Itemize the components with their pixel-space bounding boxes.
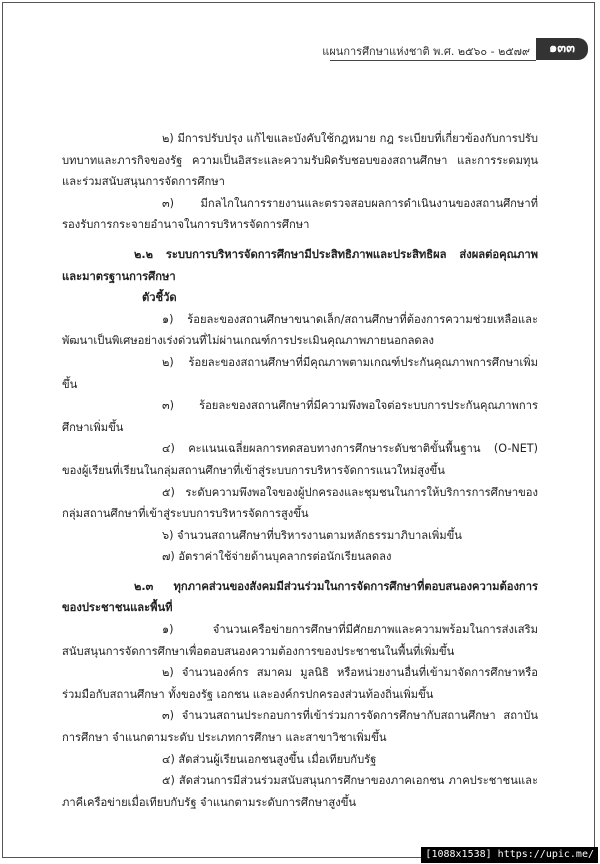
page-header bbox=[322, 38, 588, 60]
document-body bbox=[62, 128, 538, 813]
indicator-label: ตัวชี้วัด bbox=[142, 291, 177, 305]
indicator-item: ๕) สัดส่วนการมีส่วนร่วมสนับสนุนการศึกษาของภาคเอกชน ภาคประชาชนและภาคีเครือข่ายเมื่อเทียบกับรัฐ จำแนกตามระดับการศึกษาสูงขึ้น bbox=[62, 774, 538, 809]
indicator-item: ๑) จำนวนเครือข่ายการศึกษาที่มีศักยภาพและความพร้อมในการส่งเสริมสนับสนุนการจัดการศึกษาเพื่อตอบสนองความต้องการของประชาชนในพื้นที่เพิ่มขึ้น bbox=[62, 623, 538, 658]
indicator-item: ๒) ร้อยละของสถานศึกษาที่มีคุณภาพตามเกณฑ์ประกันคุณภาพการศึกษาเพิ่มขึ้น bbox=[62, 355, 538, 391]
section-heading-2-2: ๒.๒ ระบบการบริหารจัดการศึกษามีประสิทธิภาพและประสิทธิผล ส่งผลต่อคุณภาพและมาตรฐานการศึกษา bbox=[62, 247, 538, 283]
indicator-item: ๗) อัตราค่าใช้จ่ายด้านบุคลากรต่อนักเรียนลดลง bbox=[162, 550, 392, 564]
indicator-item: ๔) คะแนนเฉลี่ยผลการทดสอบทางการศึกษาระดับชาติขั้นพื้นฐาน (O-NET) ของผู้เรียนที่เรียนในกลุ่มสถานศึกษาที่เข้าสู่ระบบการบริหารจัดการแนวใหม่สูงขึ้น bbox=[62, 442, 538, 477]
indicator-item: ๓) ร้อยละของสถานศึกษาที่มีความพึงพอใจต่อระบบการประกันคุณภาพการศึกษาเพิ่มขึ้น bbox=[62, 399, 538, 434]
page-number-badge: ๑๓๓ bbox=[536, 38, 588, 60]
indicator-item: ๔) สัดส่วนผู้เรียนเอกชนสูงขึ้น เมื่อเทียบกับรัฐ bbox=[162, 752, 377, 766]
running-title: แผนการศึกษาแห่งชาติ พ.ศ. ๒๕๖๐ - ๒๕๗๙ bbox=[322, 45, 530, 58]
header-rule bbox=[330, 60, 536, 61]
paragraph-item: ๓) มีกลไกในการรายงานและตรวจสอบผลการดำเนินงานของสถานศึกษาที่รองรับการกระจายอำนาจในการบริหารจัดการศึกษา bbox=[62, 196, 538, 232]
indicator-item: ๒) จำนวนองค์กร สมาคม มูลนิธิ หรือหน่วยงานอื่นที่เข้ามาจัดการศึกษาหรือร่วมมือกับสถานศึกษา ทั้งของรัฐ เอกชน และองค์กรปกครองส่วนท้องถิ่นเพิ่มขึ้น bbox=[62, 666, 538, 701]
image-watermark: [1088x1538] https://upic.me/ bbox=[421, 847, 598, 863]
indicator-item: ๓) จำนวนสถานประกอบการที่เข้าร่วมการจัดการศึกษากับสถานศึกษา สถาบันการศึกษา จำแนกตามระดับ ประเภทการศึกษา และสาขาวิชาเพิ่มขึ้น bbox=[62, 709, 538, 745]
section-heading-2-3: ๒.๓ ทุกภาคส่วนของสังคมมีส่วนร่วมในการจัดการศึกษาที่ตอบสนองความต้องการของประชาชนและพื้นที่ bbox=[62, 579, 538, 615]
indicator-item: ๖) จำนวนสถานศึกษาที่บริหารงานตามหลักธรรมาภิบาลเพิ่มขึ้น bbox=[162, 528, 462, 542]
indicator-item: ๕) ระดับความพึงพอใจของผู้ปกครองและชุมชนในการให้บริการการศึกษาของกลุ่มสถานศึกษาที่เข้าสู่ระบบการบริหารจัดการสูงขึ้น bbox=[62, 485, 538, 521]
paragraph-item: ๒) มีการปรับปรุง แก้ไขและบังคับใช้กฎหมาย กฎ ระเบียบที่เกี่ยวข้องกับการปรับบทบาทและภารกิจของรัฐ ความเป็นอิสระและความรับผิดรับชอบของสถานศึกษา และการระดมทุนและร่วมสนับสนุนการจัดการศึกษา bbox=[62, 132, 538, 189]
indicator-item: ๑) ร้อยละของสถานศึกษาขนาดเล็ก/สถานศึกษาที่ต้องการความช่วยเหลือและพัฒนาเป็นพิเศษอย่างเร่งด่วนที่ไม่ผ่านเกณฑ์การประเมินคุณภาพภายนอกลดลง bbox=[62, 312, 538, 348]
